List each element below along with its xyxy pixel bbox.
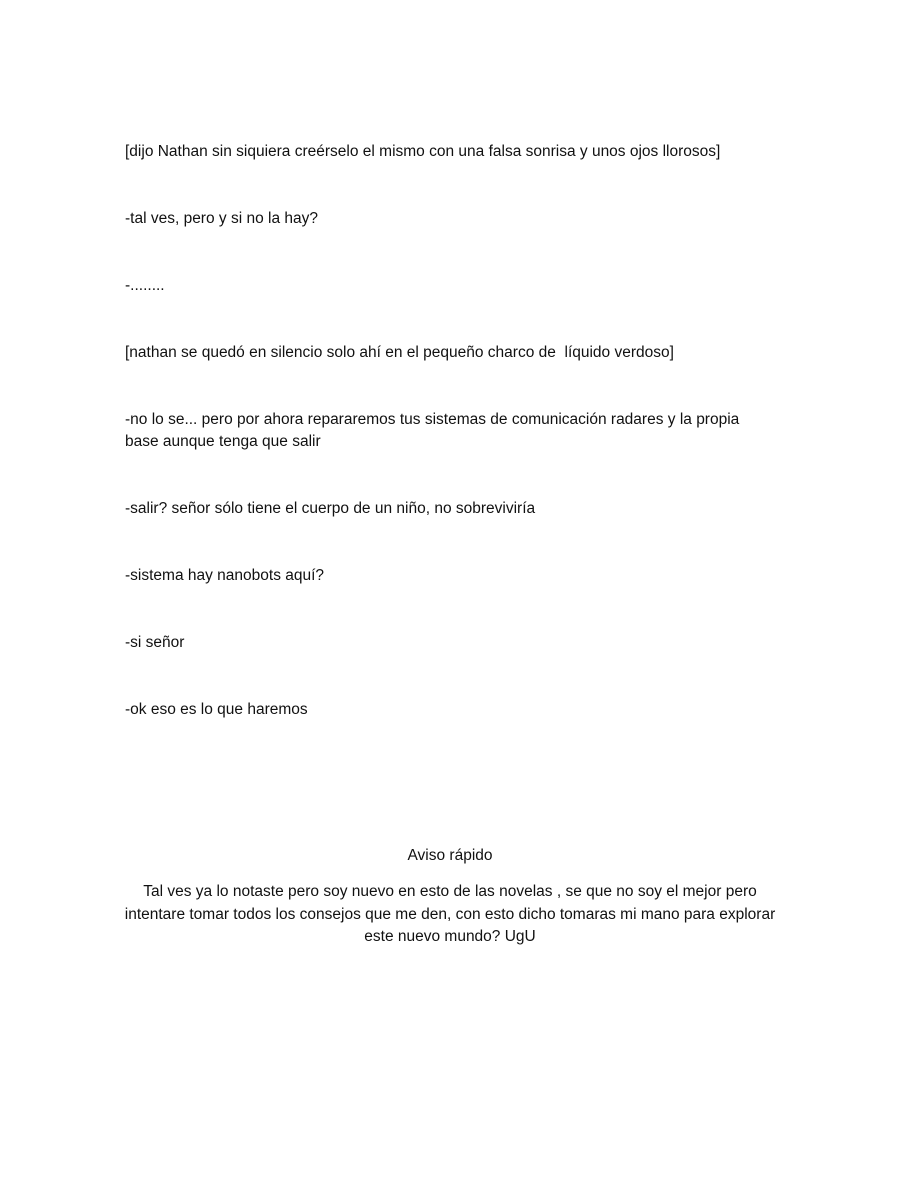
notice-body: Tal ves ya lo notaste pero soy nuevo en esto de las novelas , se que no soy el mejor pero intentare tomar todos los consejos que me den, con esto dicho tomaras mi mano para explorar este nuevo mundo? UgU	[124, 883, 776, 945]
paragraph: -........	[125, 277, 165, 294]
paragraph: [dijo Nathan sin siquiera creérselo el mismo con una falsa sonrisa y unos ojos llorosos]	[125, 143, 721, 160]
paragraph: -sistema hay nanobots aquí?	[125, 567, 325, 584]
paragraph: -salir? señor sólo tiene el cuerpo de un niño, no sobreviviría	[125, 500, 536, 517]
author-notice	[120, 845, 780, 949]
paragraph: [nathan se quedó en silencio solo ahí en el pequeño charco de líquido verdoso]	[125, 344, 674, 361]
paragraph: -no lo se... pero por ahora repararemos tus sistemas de comunicación radares y la propia base aunque tenga que salir	[125, 411, 744, 450]
paragraph: -tal ves, pero y si no la hay?	[125, 210, 318, 227]
paragraph: -si señor	[125, 634, 185, 651]
story-text	[125, 141, 765, 766]
paragraph: -ok eso es lo que haremos	[125, 701, 308, 718]
notice-title: Aviso rápido	[407, 847, 493, 864]
